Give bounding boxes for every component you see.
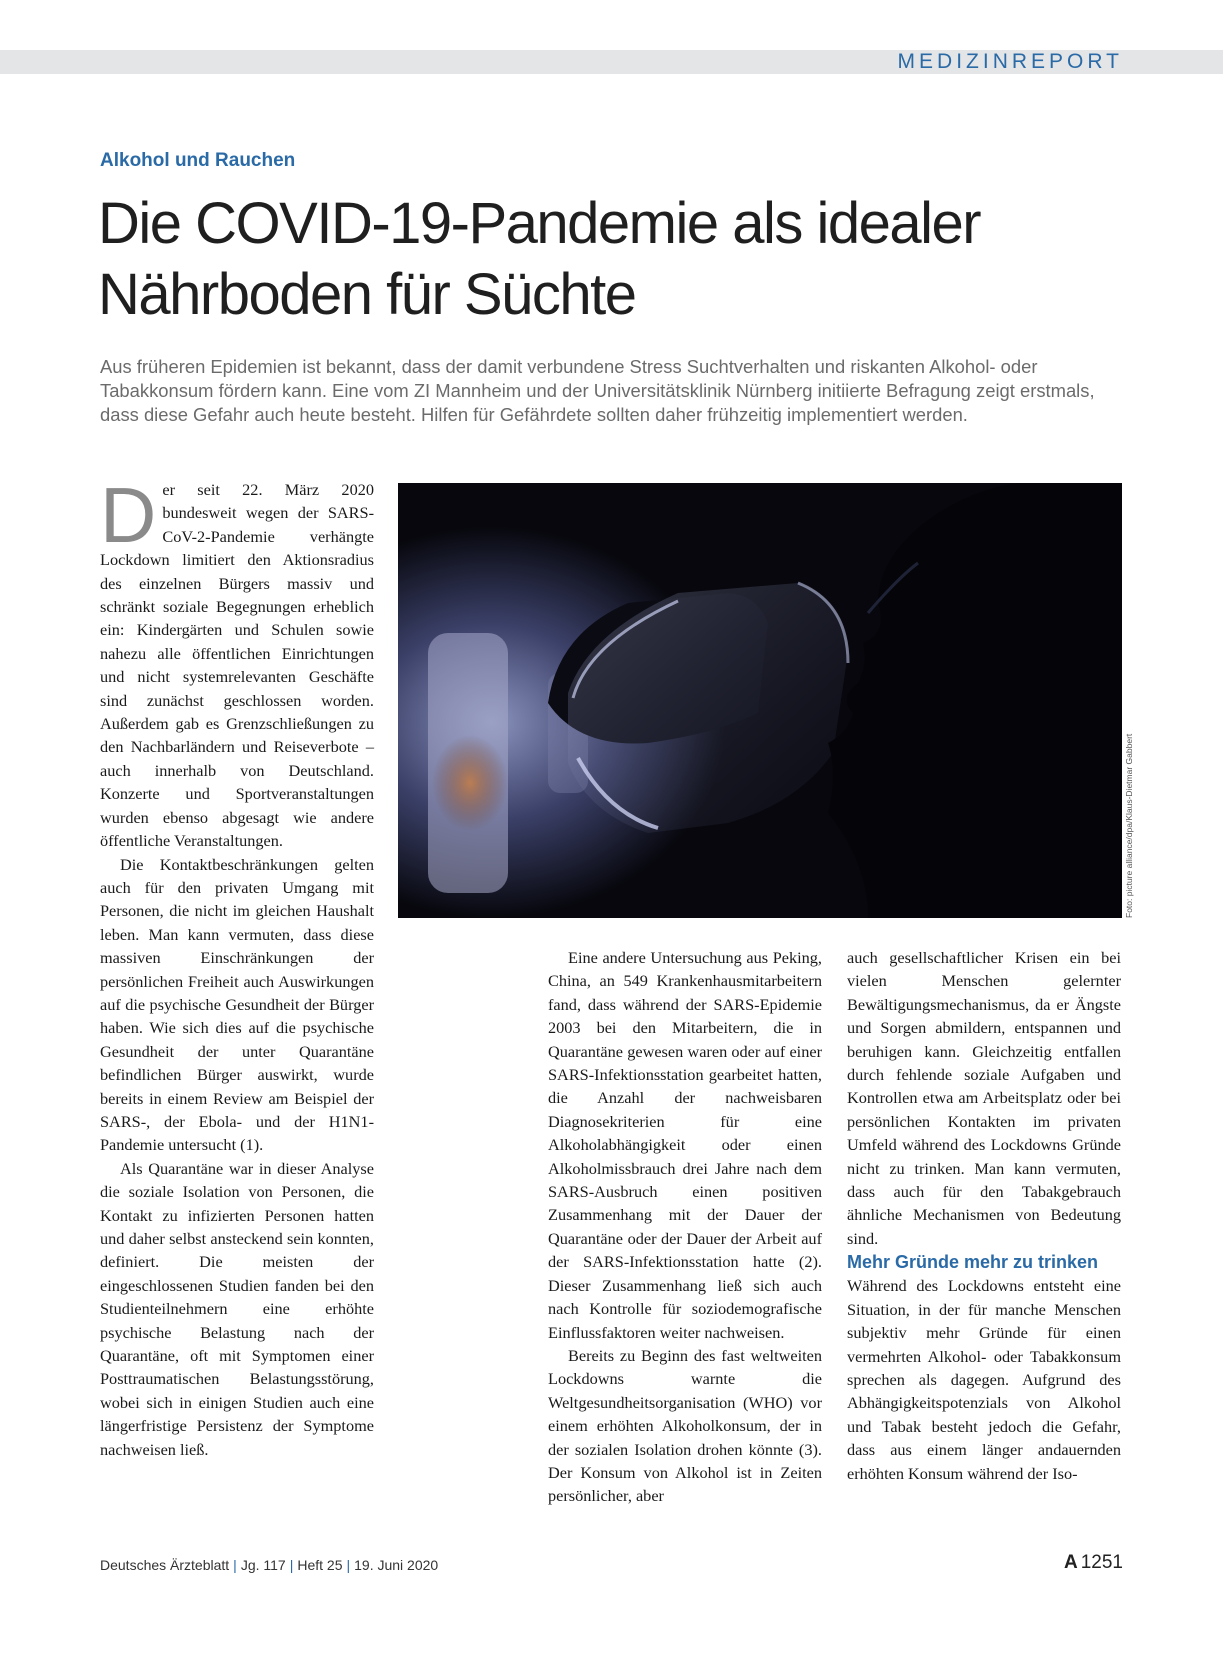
article-kicker: Alkohol und Rauchen: [100, 150, 296, 171]
journal-issue: Heft 25: [297, 1557, 343, 1573]
article-lead: Aus früheren Epidemien ist bekannt, dass der damit verbundene Stress Suchtverhalten und riskanten Alkohol- oder Tabakkonsum fördern kann. Eine vom ZI Mannheim und der Universitätsklinik Nürnberg initiierte Befragung zeigt erstmals, dass diese Gefahr auch heute besteht. Hilfen für Gefährdete sollten daher frühzeitig implementiert werden.: [100, 356, 1095, 425]
publication-date: 19. Juni 2020: [354, 1557, 439, 1573]
paragraph: auch gesellschaftlicher Krisen ein bei vielen Menschen gelernter Bewältigungsmechanismus, da er Ängste und Sorgen abmildern, entspannen und beruhigen kann. Gleichzeitig entfallen durch fehlende soziale Aufgaben und Kontrollen etwa am Arbeitsplatz oder bei persönlichen Kontakten im privaten Umfeld während des Lockdowns Gründe nicht zu trinken. Man kann vermuten, dass auch für den Tabakgebrauch ähnliche Mechanismen von Bedeutung sind.: [847, 948, 1121, 1248]
article-photo: [398, 483, 1122, 918]
body-column-3: [847, 946, 1121, 1485]
journal-name: Deutsches Ärzteblatt: [100, 1557, 230, 1573]
footer-citation: [100, 1557, 438, 1573]
paragraph: [100, 471, 374, 853]
page-prefix: A: [1063, 1552, 1078, 1573]
body-column-2: [548, 946, 822, 1508]
paragraph: Die Kontaktbeschränkungen gelten auch für den privaten Umgang mit Personen, die nicht im gleichen Haushalt leben. Man kann vermuten, dass diese massiven Einschränkungen der persönlichen Freiheit auch Auswirkungen auf die psychische Gesundheit der Bürger haben. Wie sich dies auf die psychische Gesundheit der unter Quarantäne befindlichen Bürger auswirkt, wurde bereits in einem Review am Beispiel der SARS-, der Ebola- und der H1N1-Pandemie untersucht (1).: [100, 854, 374, 1155]
separator: |: [289, 1557, 294, 1573]
paragraph: Bereits zu Beginn des fast weltweiten Lockdowns warnte die Weltgesundheitsorganisation (WHO) vor einem erhöhten Alkoholkonsum, der in der sozialen Isolation drohen könnte (3). Der Konsum von Alkohol ist in Zeiten persönlicher, aber: [548, 1345, 822, 1506]
paragraph: Eine andere Untersuchung aus Peking, China, an 549 Krankenhausmitarbeitern fand, dass während der SARS-Epidemie 2003 bei den Mitarbeitern, die in Quarantäne gewesen waren oder auf einer SARS-Infektionsstation gearbeitet hatten, die Anzahl der nachweisbaren Diagnosekriterien für eine Alkoholabhängigkeit oder einen Alkoholmissbrauch drei Jahre nach dem SARS-Ausbruch einen positiven Zusammenhang mit der Dauer der Quarantäne oder der Dauer der Arbeit auf der SARS-Infektionsstation hatte (2). Dieser Zusammenhang ließ sich auch nach Kontrolle für soziodemografische Einflussfaktoren weiter nachweisen.: [548, 948, 822, 1342]
section-subheading: Mehr Gründe mehr zu trinken: [847, 1252, 1099, 1273]
journal-volume: Jg. 117: [240, 1557, 286, 1573]
paragraph-text: er seit 22. März 2020 bundesweit wegen der SARS-CoV-2-Pandemie verhängte Lockdown limitiert den Aktionsradius des einzelnen Bürgers massiv und schränkt soziale Begegnungen erheblich ein: Kindergärten und Schulen sowie nahezu alle öffentlichen Einrichtungen und nicht systemrelevanten Geschäfte sind zunächst geschlossen worden. Außerdem gab es Grenzschließungen zu den Nachbarländern und Reiseverbote – auch innerhalb von Deutschland. Konzerte und Sportveranstaltungen wurden ebenso abgesagt wie andere öffentliche Veranstaltungen.: [100, 480, 374, 851]
separator: |: [233, 1557, 237, 1573]
body-column-1: [100, 471, 374, 1461]
page-number-value: 1251: [1080, 1552, 1123, 1573]
title-line-1: Die COVID-19-Pandemie als idealer: [98, 191, 981, 256]
paragraph: Als Quarantäne war in dieser Analyse die soziale Isolation von Personen, die Kontakt zu infizierten Personen hatten und daher selbst ansteckend sein konnten, definiert. Die meisten der eingeschlossenen Studien fanden bei den Studienteilnehmern eine erhöhte psychische Belastung nach der Quarantäne, oft mit Symptomen einer Posttraumatischen Belastungsstörung, wobei sich in einigen Studien auch eine längerfristige Persistenz der Symptome nachweisen ließ.: [100, 1158, 374, 1459]
paragraph: Während des Lockdowns entsteht eine Situation, in der für manche Menschen subjektiv mehr Gründe für einen vermehrten Alkohol- oder Tabakkonsum sprechen als dagegen. Aufgrund des Abhängigkeitspotenzials von Alkohol und Tabak besteht jedoch die Gefahr, dass aus einem länger andauernden erhöhten Konsum während der Iso-: [847, 1276, 1121, 1483]
photo-credit: Foto: picture alliance/dpa/Klaus-Dietmar Gabbert: [1124, 733, 1134, 918]
separator: |: [346, 1557, 351, 1573]
title-line-2: Nährboden für Süchte: [98, 262, 636, 327]
drop-cap: D: [100, 471, 157, 559]
page-number: [1064, 1552, 1123, 1574]
article-title: [98, 188, 1138, 330]
section-label: MEDIZINREPORT: [897, 50, 1123, 73]
